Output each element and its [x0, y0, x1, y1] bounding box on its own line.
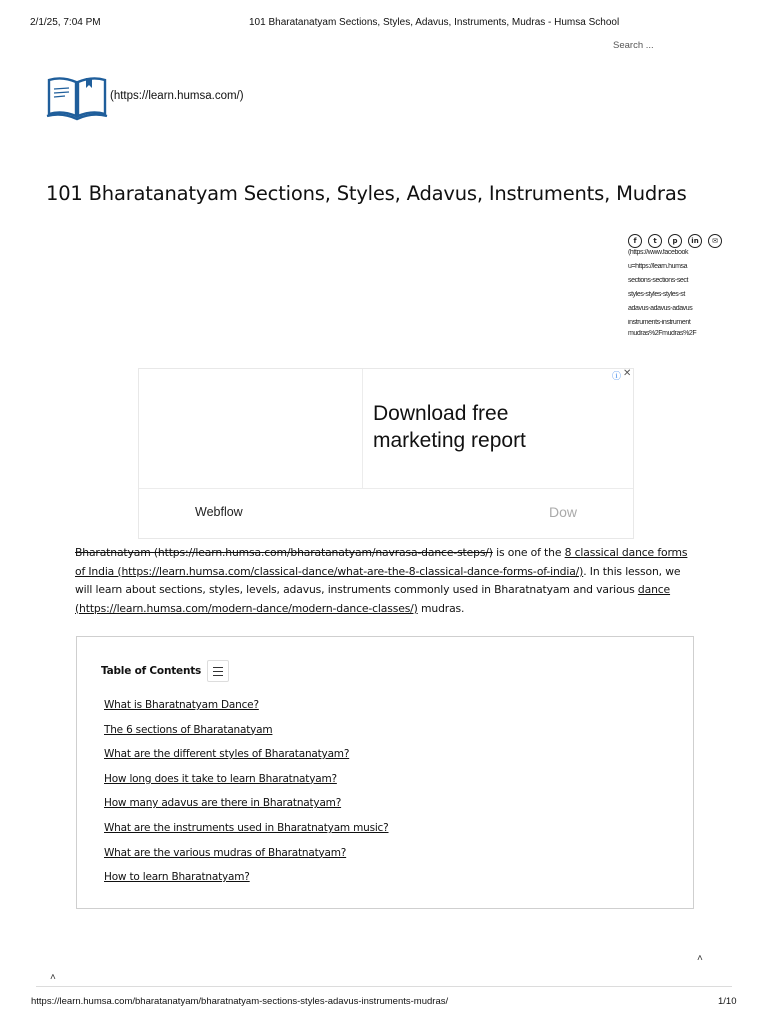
toc-link[interactable]: What are the different styles of Bharatanatyam?: [104, 748, 350, 761]
toc-item: [104, 769, 389, 794]
chevron-up-icon[interactable]: ˄: [50, 972, 56, 983]
search-input[interactable]: Search ...: [613, 40, 654, 51]
toc-link[interactable]: What is Bharatnatyam Dance?: [104, 699, 259, 711]
home-link[interactable]: (https://learn.humsa.com/): [110, 90, 244, 102]
linkedin-icon[interactable]: in: [688, 234, 702, 248]
page-number: 1/10: [718, 996, 737, 1007]
adchoices-icon[interactable]: ⓘ: [612, 371, 622, 381]
share-link-text[interactable]: styles-styles-styles-st: [628, 291, 685, 298]
toc-item: [104, 695, 389, 720]
toc-link[interactable]: What are the various mudras of Bharatnatyam?: [104, 846, 347, 859]
toc-item: [104, 843, 389, 868]
advertisement[interactable]: [138, 368, 634, 539]
classical-dance-forms-link[interactable]: 8 classical dance forms of India (https://learn.humsa.com/classical-dance/what-are-the-8-classical-dance-forms-of-india/): [75, 546, 688, 578]
share-link-text[interactable]: (https://www.facebook: [628, 249, 689, 256]
toc-link[interactable]: How many adavus are there in Bharatnatyam?: [104, 797, 342, 810]
ad-divider: [362, 369, 363, 488]
toc-item: [104, 720, 389, 745]
share-link-text[interactable]: u=https://learn.humsa: [628, 263, 688, 270]
close-icon[interactable]: ✕: [623, 368, 632, 379]
intro-text: . In this lesson, we will learn about sections, styles, levels, adavus, instruments commonly used in Bharatnatyam and various: [75, 564, 681, 596]
toc-list: [104, 695, 389, 892]
print-document-title: 101 Bharatanatyam Sections, Styles, Adavus, Instruments, Mudras - Humsa School: [249, 17, 620, 28]
toc-link[interactable]: The 6 sections of Bharatanatyam: [104, 723, 273, 736]
dance-link[interactable]: dance (https://learn.humsa.com/modern-dance/modern-dance-classes/): [75, 583, 671, 615]
table-of-contents: [76, 636, 694, 909]
ad-cta-button[interactable]: Dow: [549, 504, 578, 520]
ad-divider: [139, 488, 633, 489]
share-link-text[interactable]: mudras%2Fmudras%2F: [628, 330, 697, 337]
intro-text: mudras.: [417, 601, 465, 615]
toc-link[interactable]: How long does it take to learn Bharatnatyam?: [104, 772, 337, 785]
toc-item: [104, 744, 389, 769]
hamburger-menu-icon[interactable]: [207, 660, 229, 682]
divider: [36, 986, 732, 987]
print-footer-url: https://learn.humsa.com/bharatanatyam/bharatnatyam-sections-styles-adavus-instruments-mudras/: [31, 996, 449, 1007]
print-header: [30, 17, 738, 31]
share-link-text[interactable]: instruments-instrument: [628, 319, 691, 326]
ad-advertiser[interactable]: Webflow: [195, 505, 243, 519]
share-icons: [628, 234, 724, 248]
page-title: 101 Bharatanatyam Sections, Styles, Adavus, Instruments, Mudras: [46, 182, 687, 205]
twitter-icon[interactable]: t: [648, 234, 662, 248]
email-icon[interactable]: ✉: [708, 234, 722, 248]
ad-headline[interactable]: Download free marketing report: [373, 402, 526, 452]
facebook-icon[interactable]: f: [628, 234, 642, 248]
toc-title: Table of Contents: [101, 665, 202, 677]
toc-item: [104, 867, 389, 892]
toc-item: [104, 793, 389, 818]
bharatnatyam-link[interactable]: Bharatnatyam (https://learn.humsa.com/bharatanatyam/navrasa-dance-steps/): [75, 546, 493, 559]
print-date: 2/1/25, 7:04 PM: [30, 17, 101, 28]
open-book-icon[interactable]: [46, 74, 108, 122]
toc-item: [104, 818, 389, 843]
intro-paragraph: [75, 544, 695, 618]
intro-text: is one of the: [492, 546, 565, 559]
toc-link[interactable]: What are the instruments used in Bharatnatyam music?: [104, 821, 389, 834]
pinterest-icon[interactable]: p: [668, 234, 682, 248]
share-link-text[interactable]: sections-sections-sect: [628, 277, 689, 284]
scroll-to-top-icon[interactable]: ˄: [697, 953, 703, 964]
toc-link[interactable]: How to learn Bharatnatyam?: [104, 871, 250, 884]
share-link-text[interactable]: adavus-adavus-adavus: [628, 305, 693, 312]
